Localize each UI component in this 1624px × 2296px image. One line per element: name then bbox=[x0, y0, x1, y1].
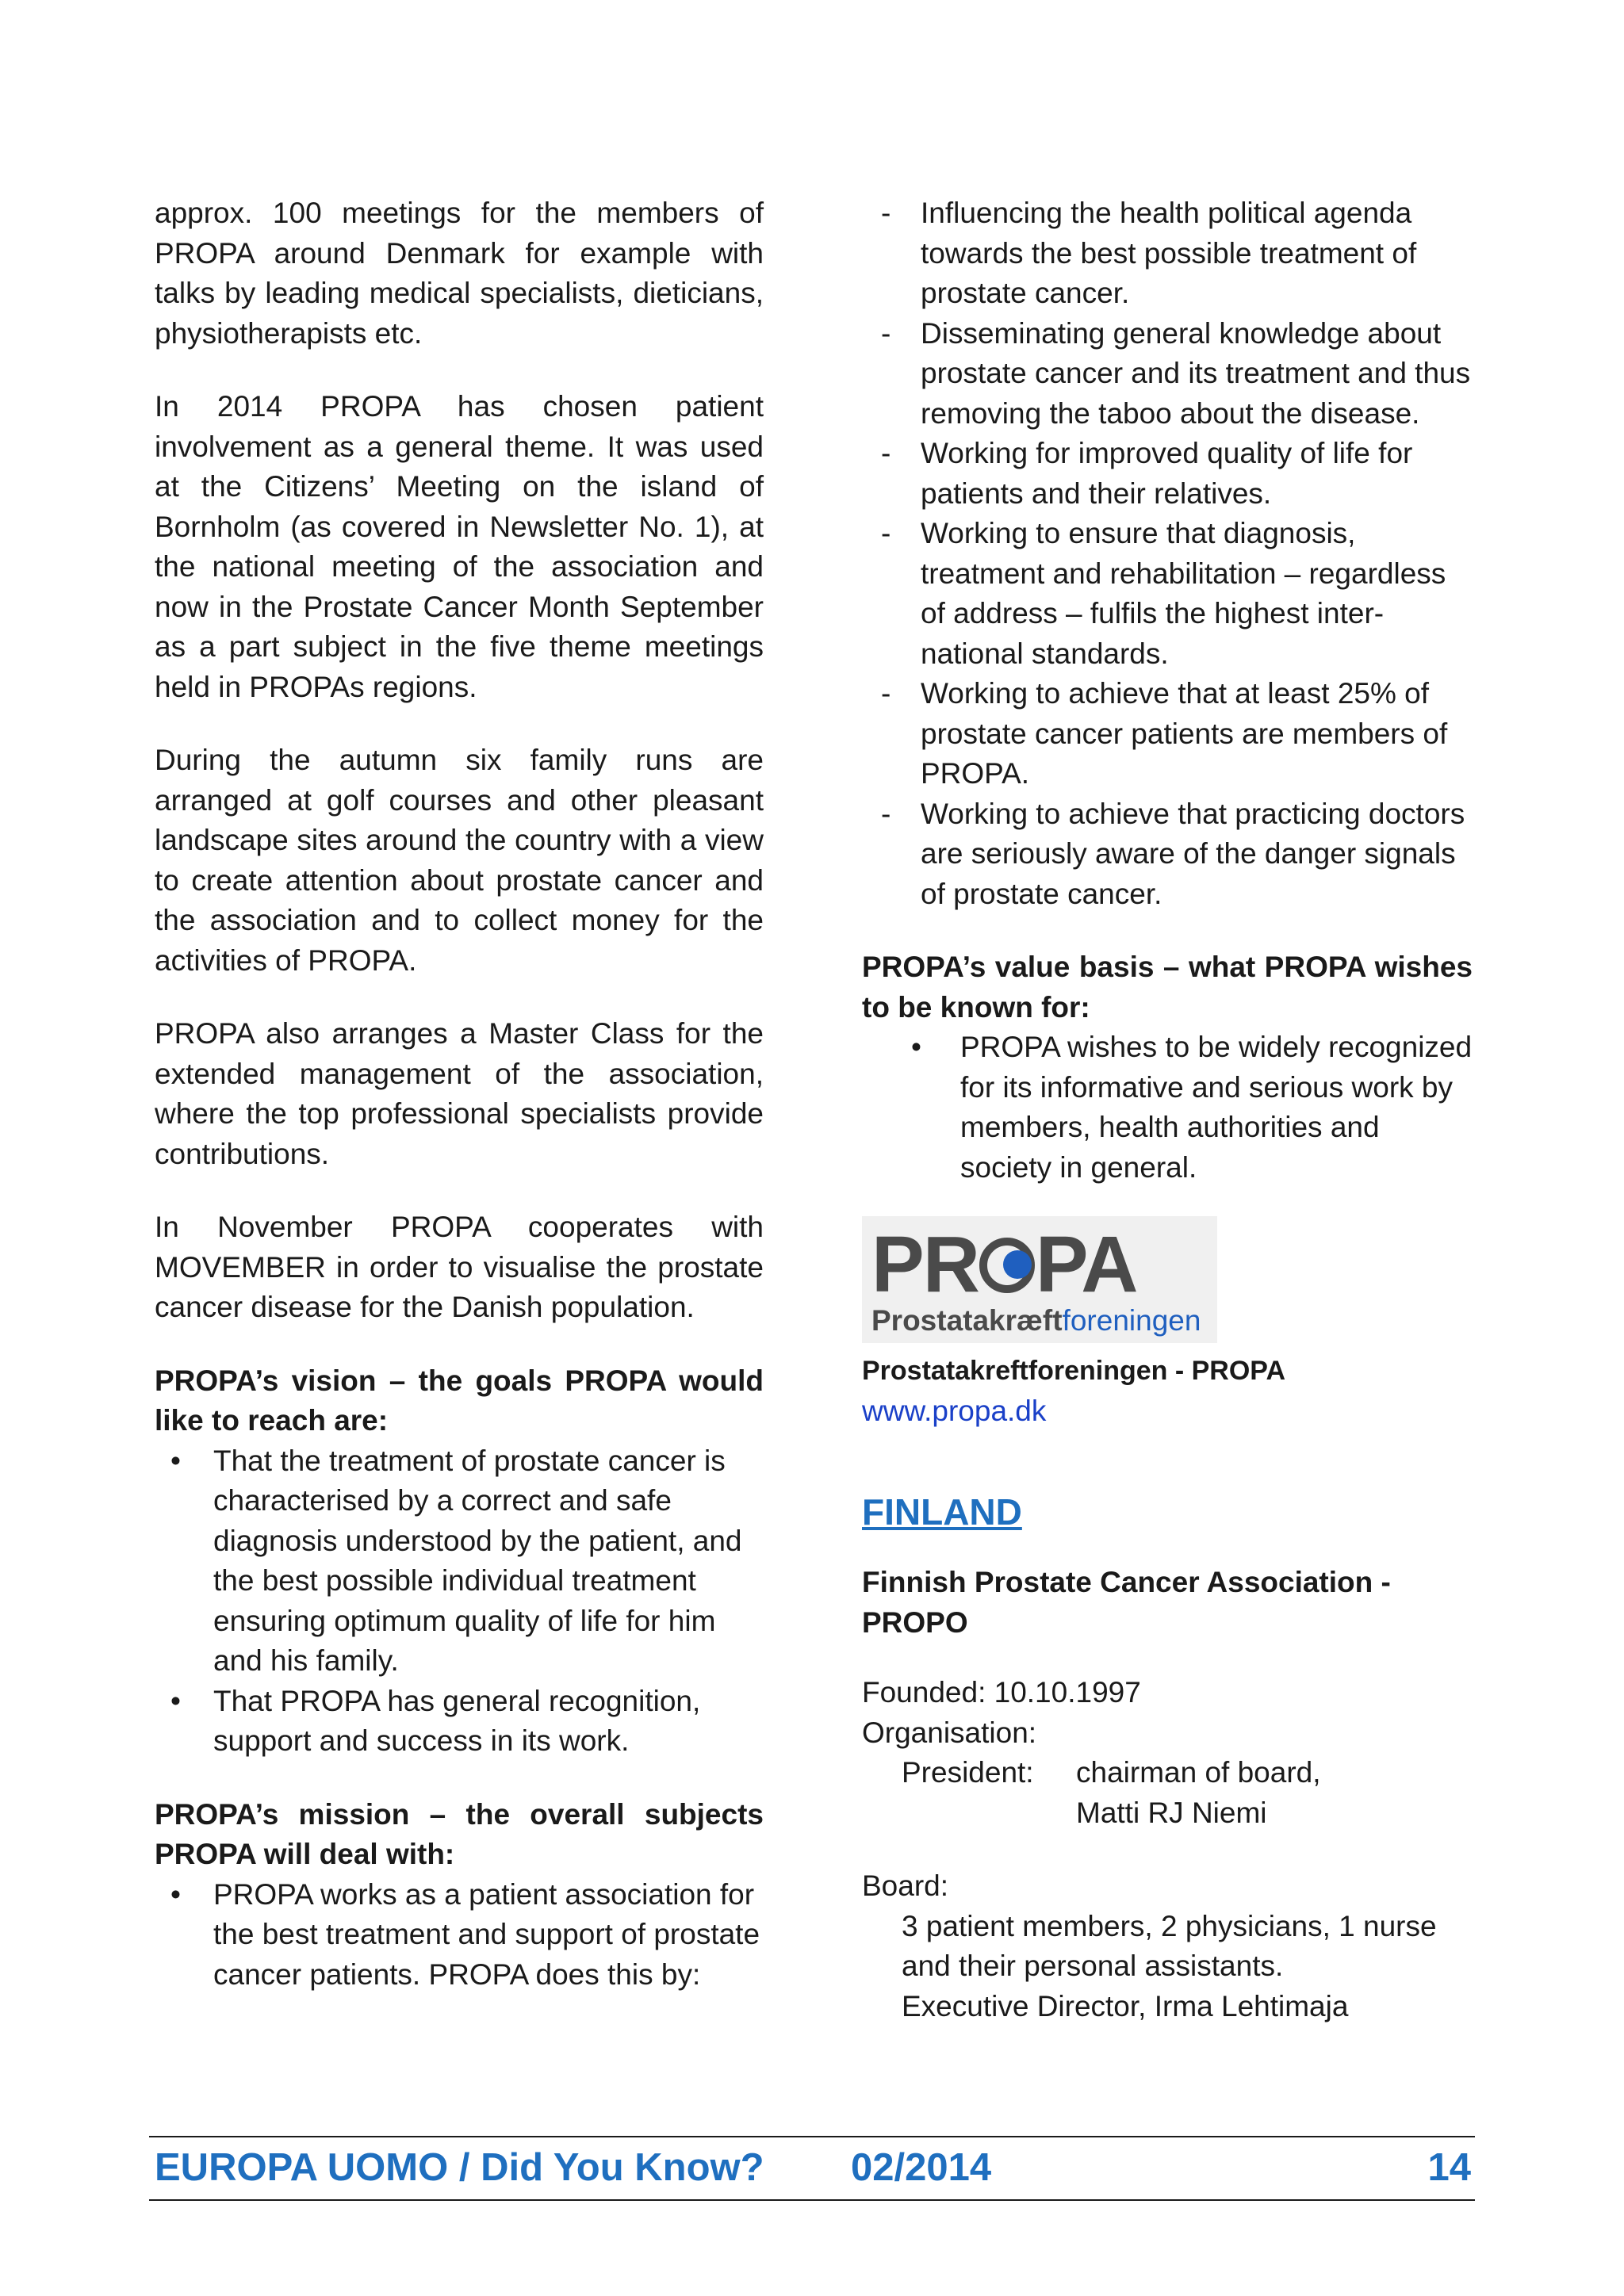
list-item: - Working to achieve that at least 25% of prostate cancer patients are members of PROPA. bbox=[862, 674, 1473, 794]
logo-circle-icon bbox=[979, 1238, 1035, 1293]
president-name: Matti RJ Niemi bbox=[1076, 1796, 1267, 1829]
president-role: chairman of board, bbox=[1076, 1756, 1321, 1789]
org-name: Prostatakreftforeningen - PROPA bbox=[862, 1356, 1286, 1386]
paragraph-family-runs: During the autumn six family runs are arranged at golf courses and other pleasant landscape sites around the country with a view to create attention about prostate cancer and the association and to collect money for the activities of PROPA. bbox=[155, 744, 764, 977]
footer-page-number: 14 bbox=[1427, 2146, 1471, 2189]
president-label: President: bbox=[902, 1756, 1034, 1789]
finland-founded: Founded: 10.10.1997 bbox=[862, 1676, 1141, 1709]
org-link[interactable]: www.propa.dk bbox=[862, 1394, 1047, 1427]
vision-heading: PROPA’s vision – the goals PROPA would like to reach are: bbox=[155, 1364, 764, 1437]
list-item: • PROPA works as a patient association for the best treatment and support of prostate cancer patients. PROPA does this by: bbox=[155, 1875, 764, 1996]
list-item: • That PROPA has general recognition, support and success in its work. bbox=[155, 1682, 764, 1762]
list-item: • That the treatment of prostate cancer is characterised by a correct and safe diagnosis understood by the patient, and the best possible individual treatment ensuring optimum quality of life for him and his family. bbox=[155, 1441, 764, 1682]
logo-wordmark: PR PA bbox=[871, 1220, 1137, 1309]
list-item: - Working for improved quality of life for patients and their relatives. bbox=[862, 434, 1473, 514]
mission-list bbox=[155, 1875, 764, 1996]
right-column bbox=[862, 193, 1473, 2026]
finland-organisation-label: Organisation: bbox=[862, 1716, 1037, 1749]
president-value bbox=[1076, 1753, 1321, 1833]
value-heading: PROPA’s value basis – what PROPA wishes to be known for: bbox=[862, 951, 1473, 1024]
list-item: - Working to achieve that practicing doctors are seriously aware of the danger signals of prostate cancer. bbox=[862, 794, 1473, 915]
list-item: - Working to ensure that diagnosis, treatment and rehabilitation – regardless of address – fulfils the highest inter-national standards. bbox=[862, 514, 1473, 674]
footer-top-rule bbox=[149, 2136, 1475, 2137]
left-column bbox=[155, 193, 764, 1995]
list-item: - Influencing the health political agenda towards the best possible treatment of prostate cancer. bbox=[862, 193, 1473, 314]
footer-issue: 02/2014 bbox=[851, 2146, 992, 2189]
president-row bbox=[862, 1753, 1473, 1833]
list-item: • PROPA wishes to be widely recognized for its informative and serious work by members, health authorities and society in general. bbox=[862, 1027, 1473, 1188]
value-list bbox=[862, 1027, 1473, 1188]
finland-board-label: Board: bbox=[862, 1869, 949, 1902]
paragraph-master-class: PROPA also arranges a Master Class for the extended management of the association, where the top professional specialists provide contributions. bbox=[155, 1017, 764, 1170]
paragraph-meetings: approx. 100 meetings for the members of PROPA around Denmark for example with talks by leading medical specialists, dieticians, physiotherapists etc. bbox=[155, 197, 764, 350]
paragraph-movember: In November PROPA cooperates with MOVEMBER in order to visualise the prostate cancer disease for the Danish population. bbox=[155, 1211, 764, 1323]
section-heading-finland: FINLAND bbox=[862, 1491, 1022, 1533]
logo-subtitle: Prostatakræftforeningen bbox=[871, 1304, 1201, 1337]
page-footer bbox=[155, 2144, 1471, 2191]
finland-association-name: Finnish Prostate Cancer Association - PROPO bbox=[862, 1566, 1391, 1639]
list-item: - Disseminating general knowledge about prostate cancer and its treatment and thus removing the taboo about the disease. bbox=[862, 314, 1473, 434]
paragraph-patient-involvement: In 2014 PROPA has chosen patient involvement as a general theme. It was used at the Citizens’ Meeting on the island of Bornholm (as covered in Newsletter No. 1), at the national meeting of the association and now in the Prostate Cancer Month September as a part subject in the five theme meetings held in PROPAs regions. bbox=[155, 390, 764, 703]
finland-executive-director: Executive Director, Irma Lehtimaja bbox=[902, 1989, 1349, 2022]
footer-bottom-rule bbox=[149, 2199, 1475, 2201]
footer-title: EUROPA UOMO / Did You Know? bbox=[155, 2146, 764, 2189]
finland-board-members: 3 patient members, 2 physicians, 1 nurse and their personal assistants. bbox=[902, 1909, 1437, 1982]
vision-list bbox=[155, 1441, 764, 1762]
propa-logo bbox=[862, 1216, 1217, 1343]
mission-heading: PROPA’s mission – the overall subjects PROPA will deal with: bbox=[155, 1797, 764, 1870]
mission-actions-list bbox=[862, 193, 1473, 914]
